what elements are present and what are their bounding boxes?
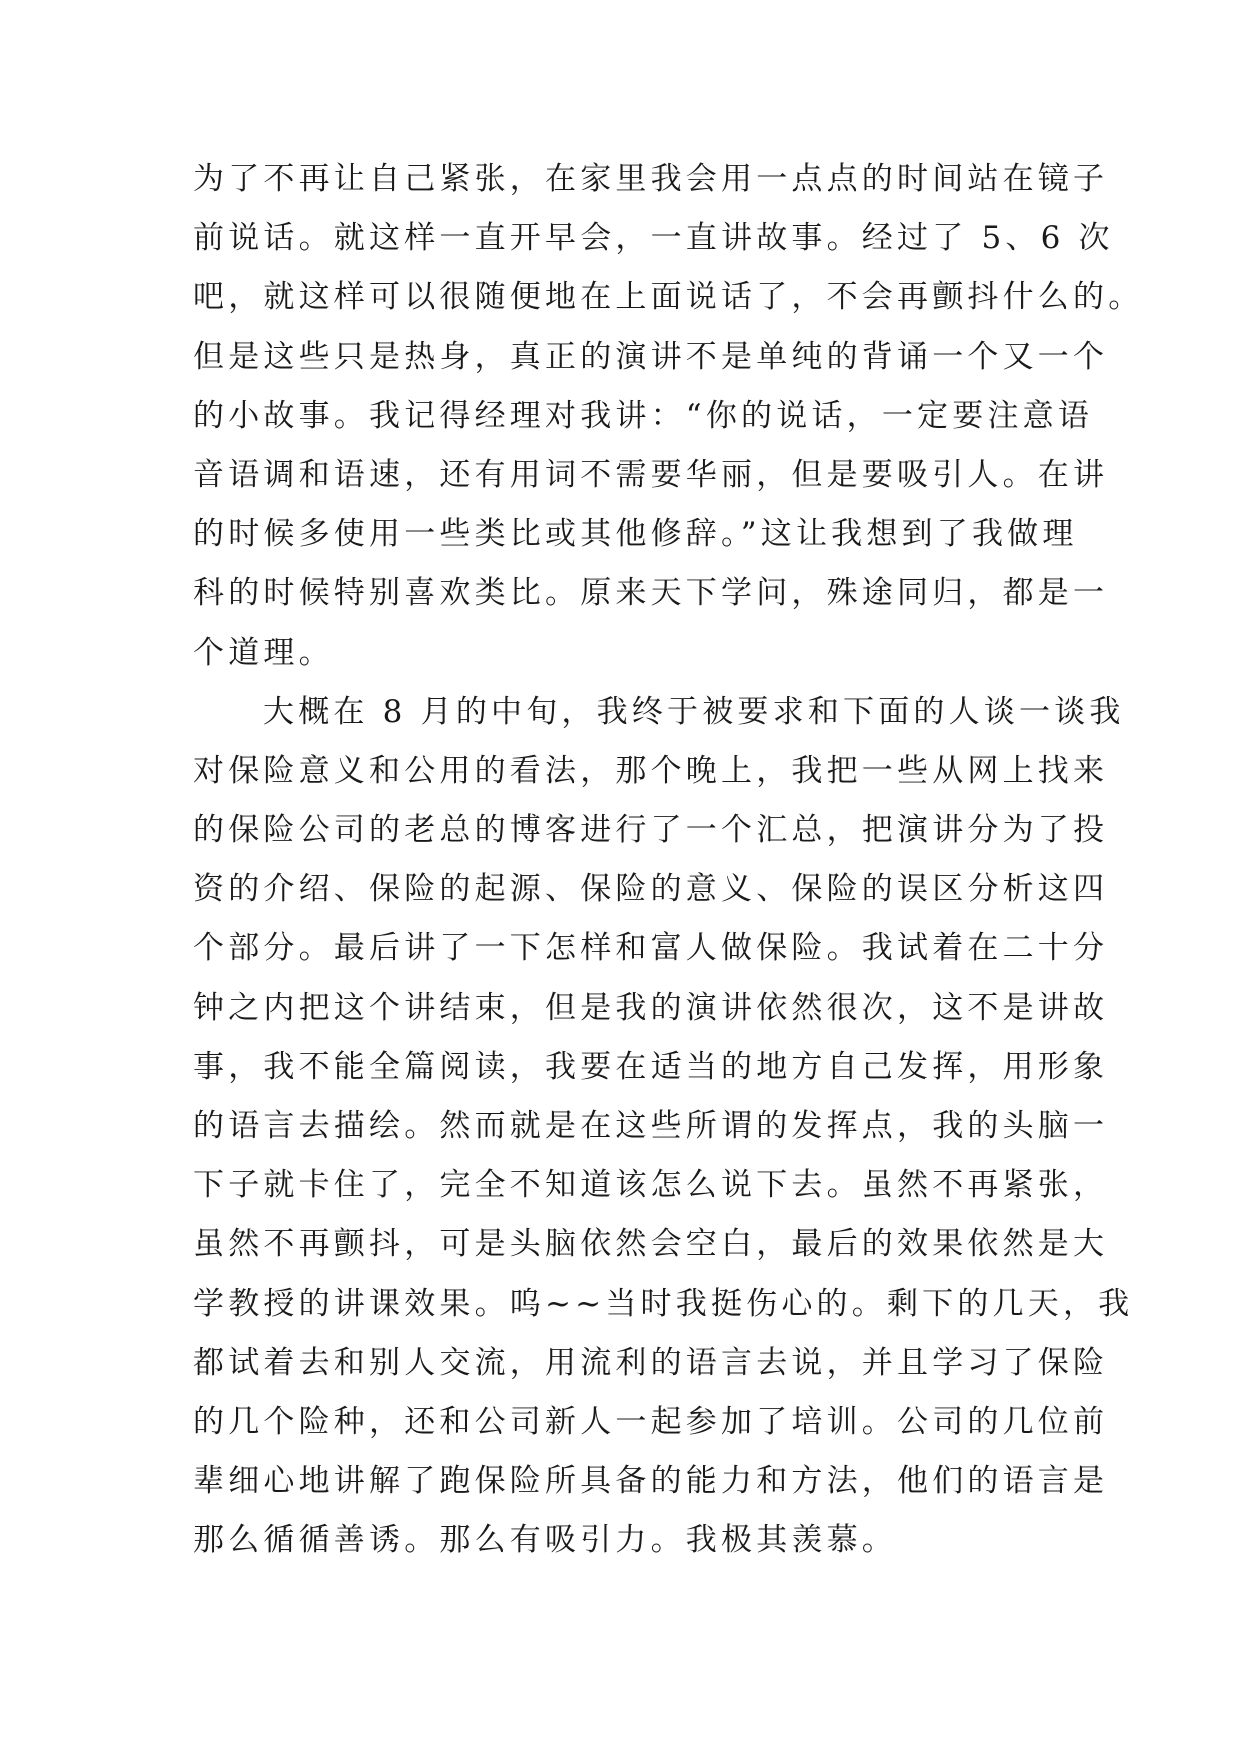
paragraph-line: 吧，就这样可以很随便地在上面说话了，不会再颤抖什么的。 xyxy=(193,279,1144,316)
paragraph-line: 的时候多使用一些类比或其他修辞。”这让我想到了我做理 xyxy=(193,516,1078,553)
paragraph-line: 的保险公司的老总的博客进行了一个汇总，把演讲分为了投 xyxy=(193,812,1109,849)
paragraph-line: 资的介绍、保险的起源、保险的意义、保险的误区分析这四 xyxy=(193,871,1109,908)
paragraph-line: 对保险意义和公用的看法，那个晚上，我把一些从网上找来 xyxy=(193,752,1109,789)
paragraph-line: 学教授的讲课效果。呜~~当时我挺伤心的。剩下的几天，我 xyxy=(193,1285,1134,1322)
paragraph-line: 都试着去和别人交流，用流利的语言去说，并且学习了保险 xyxy=(193,1344,1109,1381)
paragraph-1 xyxy=(193,150,1144,683)
paragraph-line: 但是这些只是热身，真正的演讲不是单纯的背诵一个又一个 xyxy=(193,338,1109,375)
paragraph-line: 的小故事。我记得经理对我讲：“你的说话，一定要注意语 xyxy=(193,397,1094,434)
paragraph-line: 虽然不再颤抖，可是头脑依然会空白，最后的效果依然是大 xyxy=(193,1226,1109,1263)
paragraph-first-line: 大概在 8 月的中旬，我终于被要求和下面的人谈一谈我 xyxy=(263,693,1125,730)
document-body xyxy=(193,150,1144,1571)
paragraph-line: 音语调和语速，还有用词不需要华丽，但是要吸引人。在讲 xyxy=(193,456,1109,493)
paragraph-line: 为了不再让自己紧张，在家里我会用一点点的时间站在镜子 xyxy=(193,161,1109,197)
paragraph-line: 个部分。最后讲了一下怎样和富人做保险。我试着在二十分 xyxy=(193,930,1109,967)
paragraph-line: 科的时候特别喜欢类比。原来天下学问，殊途同归，都是一 xyxy=(193,575,1109,612)
paragraph-line: 事，我不能全篇阅读，我要在适当的地方自己发挥，用形象 xyxy=(193,1048,1109,1085)
paragraph-line: 钟之内把这个讲结束，但是我的演讲依然很次，这不是讲故 xyxy=(193,989,1109,1026)
paragraph-line: 下子就卡住了，完全不知道该怎么说下去。虽然不再紧张， xyxy=(193,1167,1109,1204)
paragraph-line: 那么循循善诱。那么有吸引力。我极其羡慕。 xyxy=(193,1522,897,1559)
paragraph-line: 个道理。 xyxy=(193,634,334,671)
paragraph-line: 辈细心地讲解了跑保险所具备的能力和方法，他们的语言是 xyxy=(193,1463,1109,1500)
paragraph-line: 前说话。就这样一直开早会，一直讲故事。经过了 5、6 次 xyxy=(193,220,1114,257)
paragraph-line: 的几个险种，还和公司新人一起参加了培训。公司的几位前 xyxy=(193,1403,1109,1440)
paragraph-line: 的语言去描绘。然而就是在这些所谓的发挥点，我的头脑一 xyxy=(193,1108,1109,1144)
paragraph-2 xyxy=(193,683,1134,1571)
